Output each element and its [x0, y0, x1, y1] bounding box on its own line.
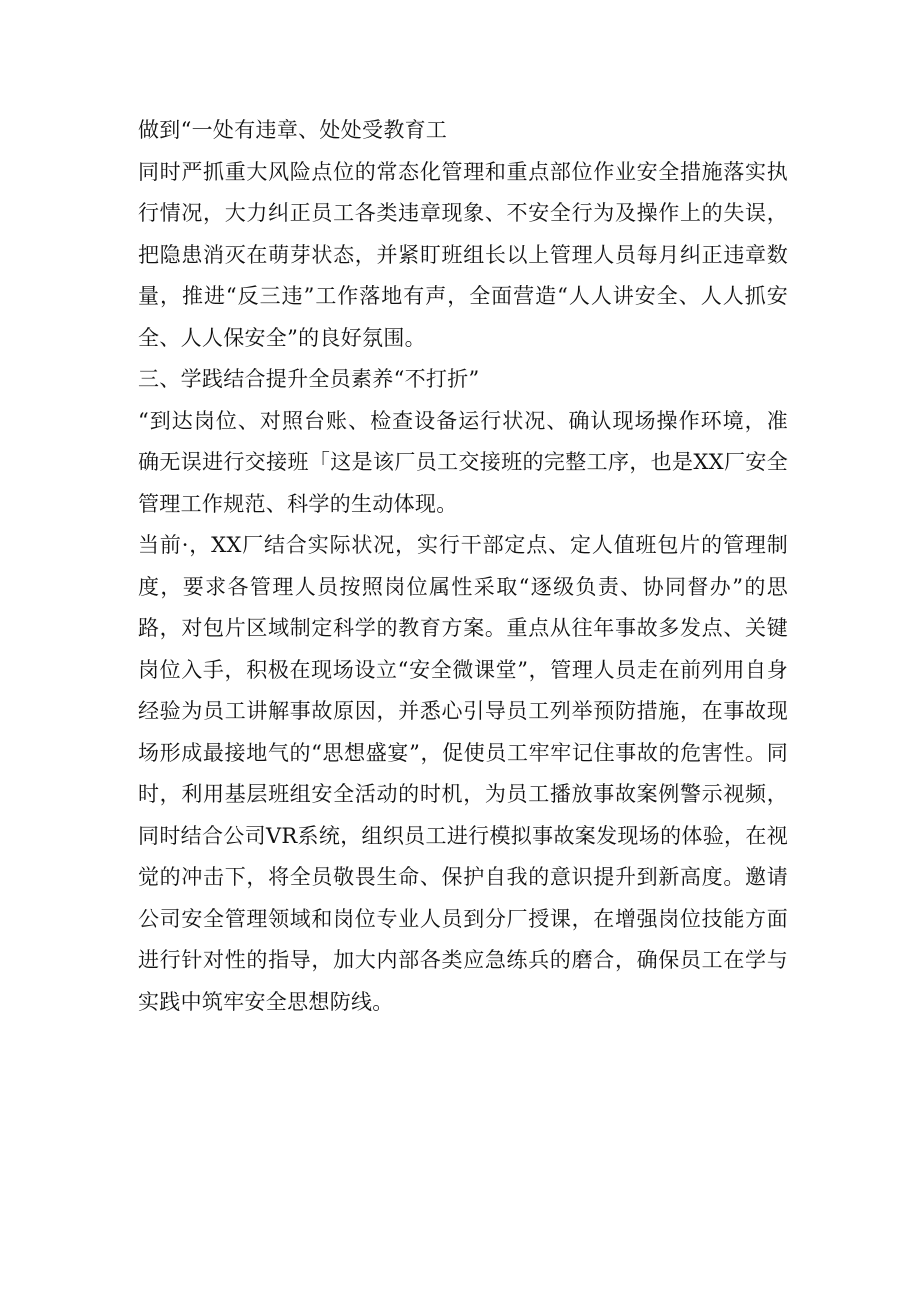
paragraph-fragment: 做到“一处有违章、处处受教育工 — [138, 118, 448, 142]
document-body — [138, 110, 788, 1023]
paragraph-shift-handover: “到达岗位、对照台账、检查设备运行状况、确认现场操作环境，准确无误进行交接班「这是该厂员工交接班的完整工序，也是XX厂安全管理工作规范、科学的生动体现。 — [138, 408, 788, 516]
paragraph-safety-management: 同时严抓重大风险点位的常态化管理和重点部位作业安全措施落实执行情况，大力纠正员工各类违章现象、不安全行为及操作上的失误，把隐患消灭在萌芽状态，并紧盯班组长以上管理人员每月纠正违章数量，推进“反三违”工作落地有声，全面营造“人人讲安全、人人抓安全、人人保安全”的良好氛围。 — [138, 159, 788, 350]
section-heading: 三、学践结合提升全员素养“不打折” — [138, 367, 480, 391]
paragraph-education-program: 当前·，XX厂结合实际状况，实行干部定点、定人值班包片的管理制度，要求各管理人员按照岗位属性采取“逐级负责、协同督办”的思路，对包片区域制定科学的教育方案。重点从往年事故多发点、关键岗位入手，积极在现场设立“安全微课堂”，管理人员走在前列用自身经验为员工讲解事故原因，并悉心引导员工列举预防措施，在事故现场形成最接地气的“思想盛宴”，促使员工牢牢记住事故的危害性。同时，利用基层班组安全活动的时机，为员工播放事故案例警示视频，同时结合公司VR系统，组织员工进行模拟事故案发现场的体验，在视觉的冲击下，将全员敬畏生命、保护自我的意识提升到新高度。邀请公司安全管理领域和岗位专业人员到分厂授课，在增强岗位技能方面进行针对性的指导，加大内部各类应急练兵的磨合，确保员工在学与实践中筑牢安全思想防线。 — [138, 533, 788, 1014]
